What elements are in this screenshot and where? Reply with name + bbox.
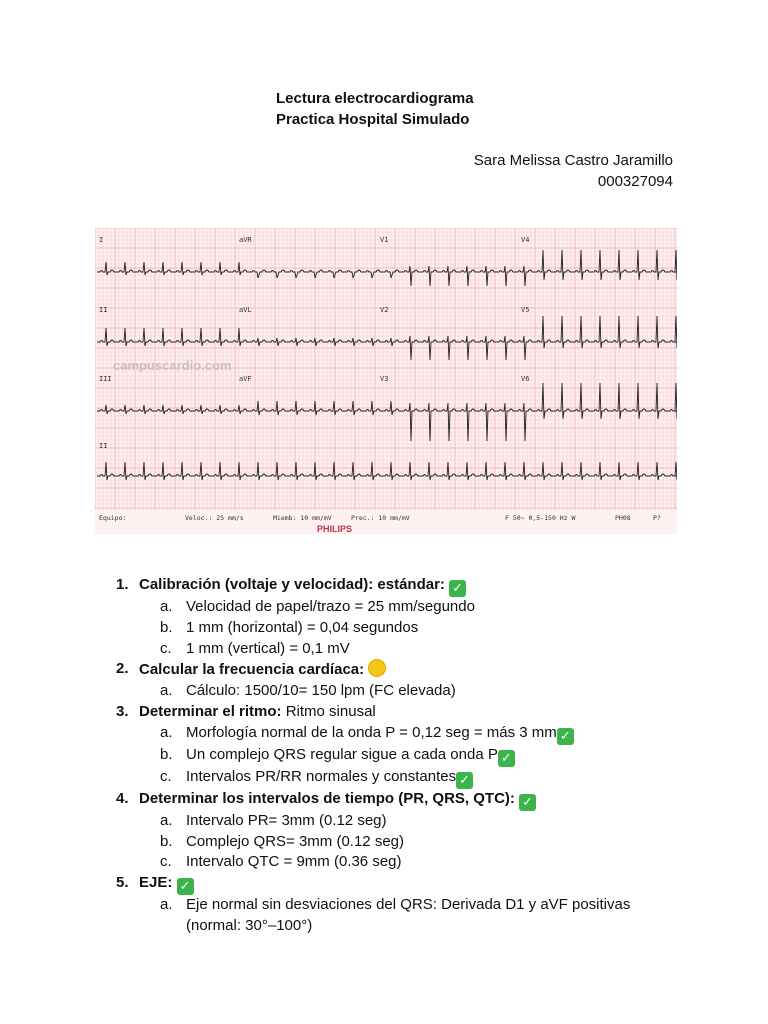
sub-letter: b. <box>160 618 173 636</box>
sub-item <box>116 618 676 639</box>
sub-letter: a. <box>160 811 173 829</box>
sub-item <box>116 767 676 789</box>
step-label: Determinar el ritmo: <box>139 702 282 720</box>
step-text <box>139 873 676 895</box>
document-title <box>276 88 474 130</box>
sub-text-content: Eje normal sin desviaciones del QRS: Derivada D1 y aVF positivas (normal: 30°–100°) <box>186 896 631 934</box>
author-name: Sara Melissa Castro Jaramillo <box>473 152 673 169</box>
step-item <box>116 659 676 681</box>
sub-item <box>116 681 676 702</box>
sub-text-content: Intervalo PR= 3mm (0.12 seg) <box>186 811 387 829</box>
sub-text <box>186 895 676 937</box>
watermark-text: campuscardio.com <box>113 358 232 373</box>
sub-item <box>116 852 676 873</box>
sub-text-content: Un complejo QRS regular sigue a cada onda P <box>186 745 498 763</box>
lead-label: aVL <box>239 306 252 314</box>
title-line-1: Lectura electrocardiograma <box>276 90 474 107</box>
lead-label: III <box>99 375 112 383</box>
sub-text <box>186 811 676 832</box>
sub-letter: c. <box>160 767 172 785</box>
sub-text <box>186 767 676 789</box>
sub-text-content: Intervalo QTC = 9mm (0.36 seg) <box>186 853 402 871</box>
sub-letter: b. <box>160 832 173 850</box>
ecg-strip <box>95 228 677 534</box>
check-icon: ✓ <box>456 772 473 789</box>
sub-item <box>116 597 676 618</box>
step-text <box>139 575 676 597</box>
ecg-footer-text: Miemb: 10 mm/mV <box>273 514 332 522</box>
step-value: Ritmo sinusal <box>281 702 376 720</box>
sub-letter: a. <box>160 598 173 615</box>
step-item <box>116 789 676 811</box>
ecg-footer-text: Prec.: 10 mm/mV <box>351 514 410 522</box>
check-icon: ✓ <box>449 580 466 597</box>
author-id: 000327094 <box>597 173 673 190</box>
lead-label: V3 <box>380 375 389 383</box>
check-icon: ✓ <box>177 878 194 895</box>
sub-text <box>186 852 676 873</box>
sub-text <box>186 723 676 745</box>
ecg-footer-text: Veloc.: 25 mm/s <box>185 514 244 522</box>
sub-text <box>186 681 676 702</box>
lead-label: V5 <box>521 306 530 314</box>
check-icon: ✓ <box>519 794 536 811</box>
step-number: 5. <box>116 874 129 892</box>
ecg-footer-text: F 50~ 0,5-150 Hz W <box>505 514 576 522</box>
philips-logo: PHILIPS <box>317 524 353 534</box>
sub-text <box>186 832 676 853</box>
lead-label: II <box>99 442 108 450</box>
sub-text-content: Cálculo: 1500/10= 150 lpm (FC elevada) <box>186 682 456 700</box>
sub-item <box>116 832 676 853</box>
step-label: Calcular la frecuencia cardíaca: <box>139 661 365 679</box>
step-label: Calibración (voltaje y velocidad): estándar: <box>139 576 445 593</box>
step-label: Determinar los intervalos de tiempo (PR, QRS, QTC): <box>139 789 515 807</box>
sub-item <box>116 811 676 832</box>
lead-label: V2 <box>380 306 389 314</box>
sub-letter: c. <box>160 639 172 657</box>
sub-text-content: Morfología normal de la onda P = 0,12 seg = más 3 mm <box>186 723 557 741</box>
sub-text <box>186 745 676 767</box>
sub-text-content: Velocidad de papel/trazo = 25 mm/segundo <box>186 598 475 615</box>
sub-text <box>186 618 676 639</box>
ecg-image <box>95 228 677 534</box>
lead-label: V6 <box>521 375 530 383</box>
author-block <box>474 150 673 192</box>
lead-label: V1 <box>380 236 389 244</box>
step-item <box>116 702 676 723</box>
sub-letter: a. <box>160 896 173 914</box>
lead-label: V4 <box>521 236 530 244</box>
sub-letter: a. <box>160 723 173 741</box>
step-number: 2. <box>116 660 129 678</box>
sub-text-content: Intervalos PR/RR normales y constantes <box>186 767 457 785</box>
step-label: EJE: <box>139 874 173 892</box>
sub-item <box>116 639 676 660</box>
lead-label: aVF <box>239 375 252 383</box>
sub-item <box>116 745 676 767</box>
ecg-footer-text: Equipo: <box>99 514 127 522</box>
sub-text <box>186 597 676 618</box>
step-text <box>139 789 676 811</box>
evaluation-list <box>116 575 676 937</box>
title-line-2: Practica Hospital Simulado <box>276 111 470 128</box>
sub-text-content: 1 mm (vertical) = 0,1 mV <box>186 639 350 657</box>
lead-label: II <box>99 306 108 314</box>
ecg-footer-text: PH08 <box>615 514 631 522</box>
step-item <box>116 873 676 895</box>
step-number: 3. <box>116 702 129 720</box>
step-number: 1. <box>116 576 129 593</box>
check-icon: ✓ <box>557 728 574 745</box>
yellow-circle-icon <box>368 659 386 677</box>
sub-text-content: Complejo QRS= 3mm (0.12 seg) <box>186 832 404 850</box>
sub-letter: c. <box>160 853 172 871</box>
ecg-footer-text: P? <box>653 514 661 522</box>
sub-item <box>116 895 676 937</box>
sub-letter: a. <box>160 682 173 700</box>
sub-text-content: 1 mm (horizontal) = 0,04 segundos <box>186 618 419 636</box>
step-text <box>139 702 676 723</box>
lead-label: aVR <box>239 236 252 244</box>
step-number: 4. <box>116 789 129 807</box>
sub-item <box>116 723 676 745</box>
sub-text <box>186 639 676 660</box>
step-item <box>116 575 676 597</box>
check-icon: ✓ <box>498 750 515 767</box>
lead-label: I <box>99 236 104 244</box>
step-text <box>139 659 676 681</box>
sub-letter: b. <box>160 745 173 763</box>
